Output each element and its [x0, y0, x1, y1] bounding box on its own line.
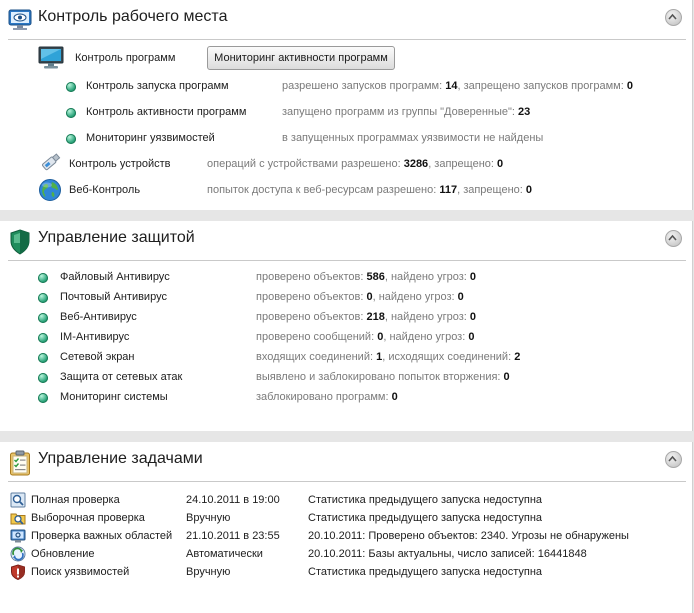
- item-status: заблокировано программ: 0: [256, 391, 398, 403]
- item-label: Почтовый Антивирус: [60, 291, 167, 303]
- task-row[interactable]: [0, 528, 690, 545]
- app-activity-monitor-button[interactable]: Мониторинг активности программ: [207, 46, 395, 70]
- task-schedule: Автоматически: [186, 548, 263, 560]
- item-status: в запущенных программах уязвимости не найдены: [282, 132, 544, 144]
- chevron-up-icon: [668, 455, 677, 462]
- chevron-up-icon: [668, 234, 677, 241]
- protection-item[interactable]: [0, 389, 690, 407]
- task-row[interactable]: [0, 510, 690, 527]
- custom-scan-icon: [10, 510, 26, 526]
- task-name: Обновление: [31, 548, 95, 560]
- task-status: Статистика предыдущего запуска недоступна: [308, 566, 543, 578]
- collapse-button[interactable]: [665, 451, 682, 468]
- protection-item[interactable]: [0, 369, 690, 387]
- web-control-row[interactable]: [0, 182, 690, 200]
- critical-areas-scan-icon: [10, 528, 26, 544]
- status-ok-icon: [66, 82, 76, 92]
- task-schedule: 24.10.2011 в 19:00: [186, 494, 280, 506]
- collapse-button[interactable]: [665, 9, 682, 26]
- item-label: Файловый Антивирус: [60, 271, 170, 283]
- divider: [8, 39, 686, 40]
- task-name: Поиск уязвимостей: [31, 566, 130, 578]
- status-ok-icon: [38, 353, 48, 363]
- status-ok-icon: [38, 373, 48, 383]
- task-row[interactable]: [0, 546, 690, 563]
- protection-item[interactable]: [0, 309, 690, 327]
- item-label: Мониторинг системы: [60, 391, 168, 403]
- task-row[interactable]: [0, 492, 690, 509]
- task-name: Полная проверка: [31, 494, 120, 506]
- app-launch-control-row[interactable]: [0, 78, 690, 96]
- vulnerability-monitor-row[interactable]: [0, 130, 690, 148]
- status-ok-icon: [66, 108, 76, 118]
- app-control-label: Контроль программ: [75, 52, 176, 64]
- item-status: проверено объектов: 586, найдено угроз: 0: [256, 271, 476, 283]
- item-label: Защита от сетевых атак: [60, 371, 183, 383]
- protection-panel: [0, 221, 693, 431]
- item-label: IM-Антивирус: [60, 331, 130, 343]
- item-label: Веб-Антивирус: [60, 311, 137, 323]
- item-label: Контроль устройств: [69, 158, 171, 170]
- tasks-panel: [0, 442, 693, 613]
- task-row[interactable]: [0, 564, 690, 581]
- item-status: попыток доступа к веб-ресурсам разрешено: 117, запрещено: 0: [207, 184, 533, 196]
- item-status: запущено программ из группы "Доверенные": 23: [282, 106, 531, 118]
- status-ok-icon: [38, 393, 48, 403]
- task-status: Статистика предыдущего запуска недоступна: [308, 494, 543, 506]
- item-status: разрешено запусков программ: 14, запрещено запусков программ: 0: [282, 80, 633, 92]
- panel-title: Управление задачами: [38, 450, 203, 467]
- item-status: входящих соединений: 1, исходящих соединений: 2: [256, 351, 521, 363]
- clipboard-checklist-icon: [9, 450, 31, 476]
- device-control-row[interactable]: [0, 156, 690, 174]
- item-status: проверено объектов: 218, найдено угроз: 0: [256, 311, 476, 323]
- shield-icon: [10, 229, 30, 255]
- item-status: проверено объектов: 0, найдено угроз: 0: [256, 291, 464, 303]
- item-label: Контроль активности программ: [86, 106, 247, 118]
- task-status: 20.10.2011: Проверено объектов: 2340. Угрозы не обнаружены: [308, 530, 629, 542]
- item-label: Мониторинг уязвимостей: [86, 132, 215, 144]
- protection-item[interactable]: [0, 329, 690, 347]
- workplace-control-panel: [0, 0, 693, 210]
- task-status: 20.10.2011: Базы актуальны, число записей: 16441848: [308, 548, 587, 560]
- status-ok-icon: [38, 273, 48, 283]
- task-name: Проверка важных областей: [31, 530, 173, 542]
- item-status: проверено сообщений: 0, найдено угроз: 0: [256, 331, 475, 343]
- divider: [8, 481, 686, 482]
- status-ok-icon: [38, 313, 48, 323]
- status-ok-icon: [38, 333, 48, 343]
- panel-title: Контроль рабочего места: [38, 8, 228, 25]
- chevron-up-icon: [668, 13, 677, 20]
- task-status: Статистика предыдущего запуска недоступна: [308, 512, 543, 524]
- computer-icon: [38, 46, 64, 70]
- item-label: Сетевой экран: [60, 351, 135, 363]
- protection-item[interactable]: [0, 289, 690, 307]
- full-scan-icon: [10, 492, 26, 508]
- collapse-button[interactable]: [665, 230, 682, 247]
- status-ok-icon: [66, 134, 76, 144]
- divider: [8, 260, 686, 261]
- monitor-eye-icon: [8, 8, 32, 32]
- item-status: выявлено и заблокировано попыток вторжения: 0: [256, 371, 510, 383]
- item-label: Веб-Контроль: [69, 184, 141, 196]
- item-status: операций с устройствами разрешено: 3286, запрещено: 0: [207, 158, 504, 170]
- status-ok-icon: [38, 293, 48, 303]
- vulnerability-scan-icon: [10, 564, 26, 580]
- panel-title: Управление защитой: [38, 229, 195, 246]
- task-name: Выборочная проверка: [31, 512, 145, 524]
- item-label: Контроль запуска программ: [86, 80, 229, 92]
- app-activity-control-row[interactable]: [0, 104, 690, 122]
- update-icon: [10, 546, 26, 562]
- protection-item[interactable]: [0, 269, 690, 287]
- task-schedule: 21.10.2011 в 23:55: [186, 530, 280, 542]
- task-schedule: Вручную: [186, 566, 231, 578]
- task-schedule: Вручную: [186, 512, 231, 524]
- protection-item[interactable]: [0, 349, 690, 367]
